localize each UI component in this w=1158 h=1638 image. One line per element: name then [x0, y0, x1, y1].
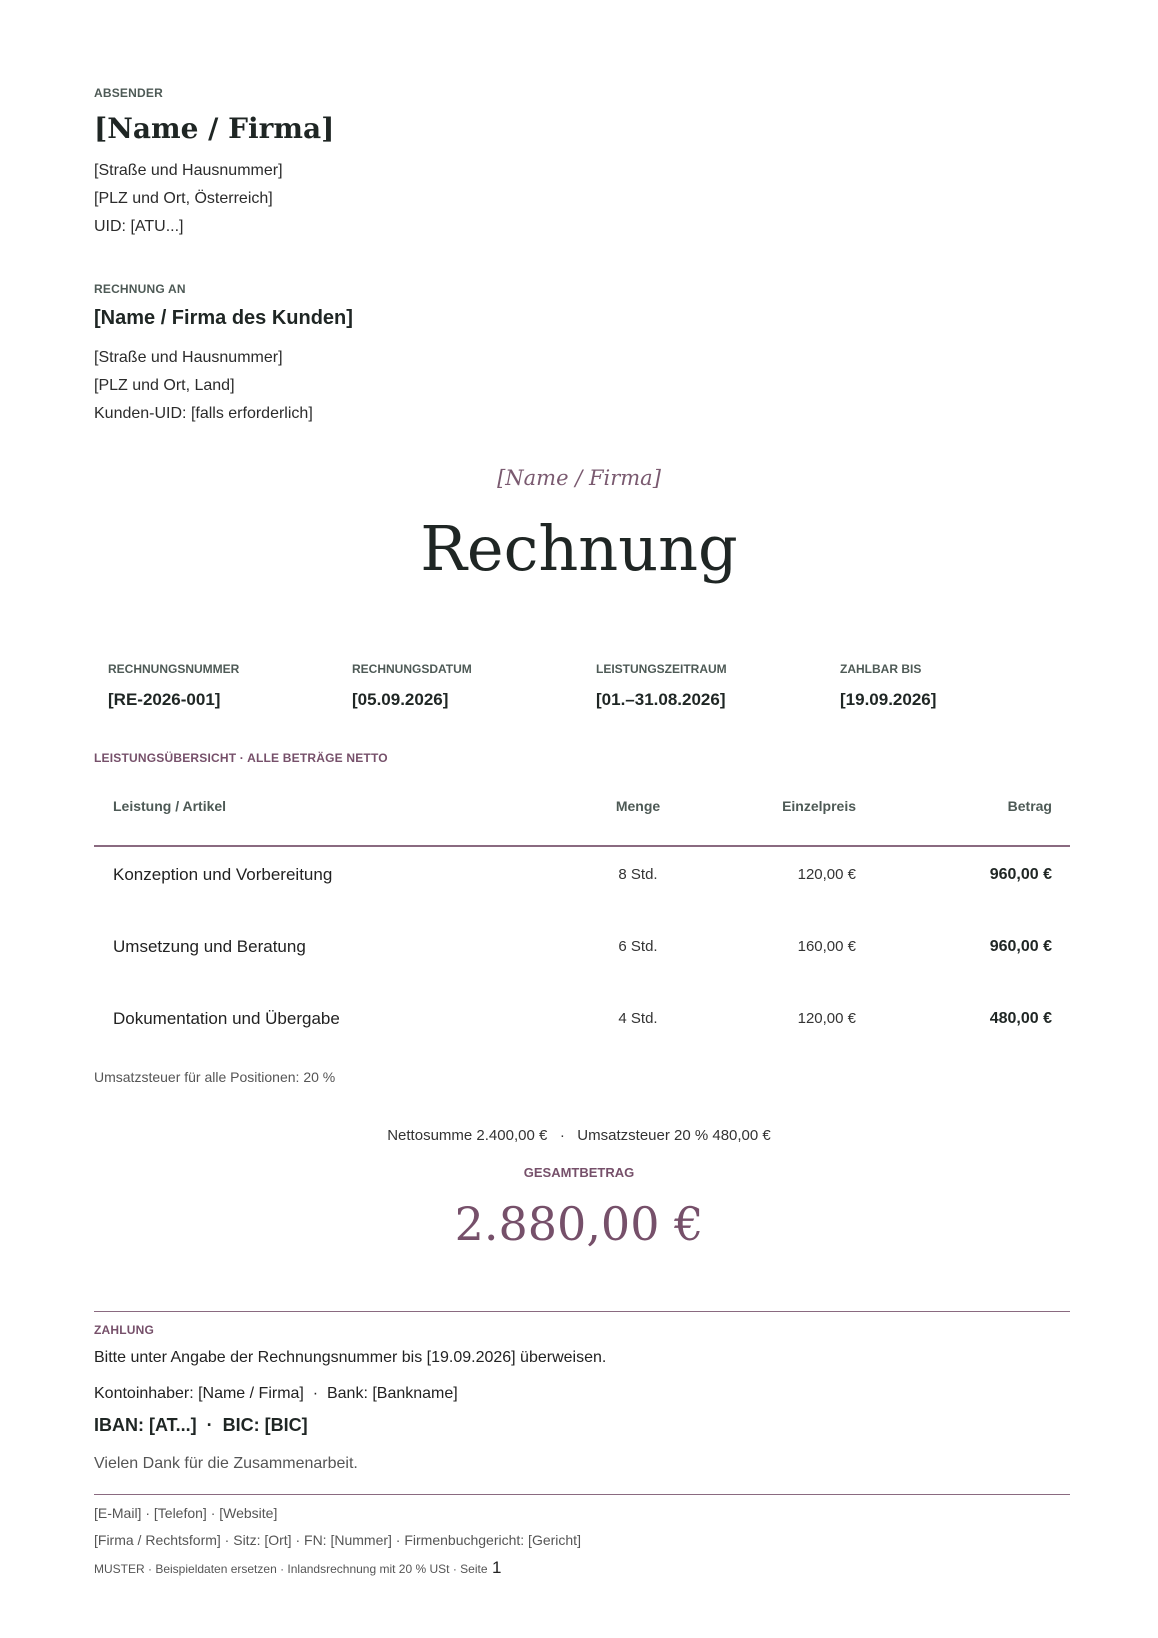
meta-value: [05.09.2026] — [352, 690, 449, 709]
meta-value: [19.09.2026] — [840, 690, 937, 709]
payment-instruction: Bitte unter Angabe der Rechnungsnummer bis [19.09.2026] überweisen. — [94, 1349, 607, 1366]
sender-uid: UID: [ATU...] — [94, 218, 184, 235]
meta-due-date — [840, 662, 1080, 710]
tax-note: Umsatzsteuer für alle Positionen: 20 % — [94, 1069, 336, 1085]
recipient-street: [Straße und Hausnummer] — [94, 349, 283, 366]
sender-city: [PLZ und Ort, Österreich] — [94, 190, 273, 207]
document-title: Rechnung — [420, 512, 738, 585]
iban-bic: IBAN: [AT...] · BIC: [BIC] — [94, 1415, 308, 1435]
sender-name: [Name / Firma] — [94, 112, 335, 145]
recipient-city: [PLZ und Ort, Land] — [94, 377, 235, 394]
row-item: Umsetzung und Beratung — [113, 937, 306, 956]
row-amount: 480,00 € — [989, 1010, 1052, 1027]
footer-company: [Firma / Rechtsform] · Sitz: [Ort] · FN: [Nummer] · Firmenbuchgericht: [Gericht] — [94, 1532, 581, 1548]
meta-label: RECHNUNGSDATUM — [352, 662, 472, 676]
meta-value: [01.–31.08.2026] — [596, 690, 726, 709]
thank-you-note: Vielen Dank für die Zusammenarbeit. — [94, 1455, 358, 1472]
net-and-tax-summary: Nettosumme 2.400,00 € · Umsatzsteuer 20 % 480,00 € — [387, 1127, 771, 1144]
total-label: GESAMTBETRAG — [523, 1165, 635, 1180]
table-header-rule — [94, 845, 1070, 847]
payment-label: ZAHLUNG — [94, 1323, 155, 1337]
meta-invoice-date — [352, 662, 592, 710]
row-quantity: 6 Std. — [618, 938, 658, 955]
row-amount: 960,00 € — [989, 938, 1052, 955]
meta-service-period — [596, 662, 836, 710]
row-unit-price: 120,00 € — [797, 866, 856, 883]
sender-street: [Straße und Hausnummer] — [94, 162, 283, 179]
payment-divider — [94, 1311, 1070, 1312]
row-quantity: 8 Std. — [618, 866, 658, 883]
row-unit-price: 160,00 € — [797, 938, 856, 955]
column-header-amount: Betrag — [1007, 798, 1052, 814]
table-section-label: LEISTUNGSÜBERSICHT · ALLE BETRÄGE NETTO — [94, 751, 388, 765]
sender-label: ABSENDER — [94, 86, 163, 100]
footer-contact: [E-Mail] · [Telefon] · [Website] — [94, 1505, 278, 1521]
column-header-quantity: Menge — [615, 798, 661, 814]
column-header-unit-price: Einzelpreis — [782, 798, 856, 814]
brand-name: [Name / Firma] — [497, 466, 661, 490]
row-item: Konzeption und Vorbereitung — [113, 865, 333, 884]
meta-invoice-number — [108, 662, 348, 710]
footer-note — [94, 1558, 501, 1578]
bank-account-info: Kontoinhaber: [Name / Firma] · Bank: [Bankname] — [94, 1385, 458, 1402]
recipient-uid: Kunden-UID: [falls erforderlich] — [94, 405, 313, 422]
meta-label: RECHNUNGSNUMMER — [108, 662, 240, 676]
row-item: Dokumentation und Übergabe — [113, 1009, 340, 1028]
page-number: 1 — [491, 1558, 502, 1577]
footer-note-text: MUSTER · Beispieldaten ersetzen · Inlandsrechnung mit 20 % USt · Seite — [94, 1562, 488, 1576]
meta-label: ZAHLBAR BIS — [840, 662, 922, 676]
row-unit-price: 120,00 € — [797, 1010, 856, 1027]
recipient-name: [Name / Firma des Kunden] — [94, 307, 353, 329]
row-quantity: 4 Std. — [618, 1010, 658, 1027]
recipient-label: RECHNUNG AN — [94, 282, 186, 296]
meta-value: [RE-2026-001] — [108, 690, 221, 709]
column-header-item: Leistung / Artikel — [113, 798, 227, 814]
footer-divider — [94, 1494, 1070, 1495]
total-amount: 2.880,00 € — [454, 1197, 704, 1251]
row-amount: 960,00 € — [989, 866, 1052, 883]
meta-label: LEISTUNGSZEITRAUM — [596, 662, 727, 676]
